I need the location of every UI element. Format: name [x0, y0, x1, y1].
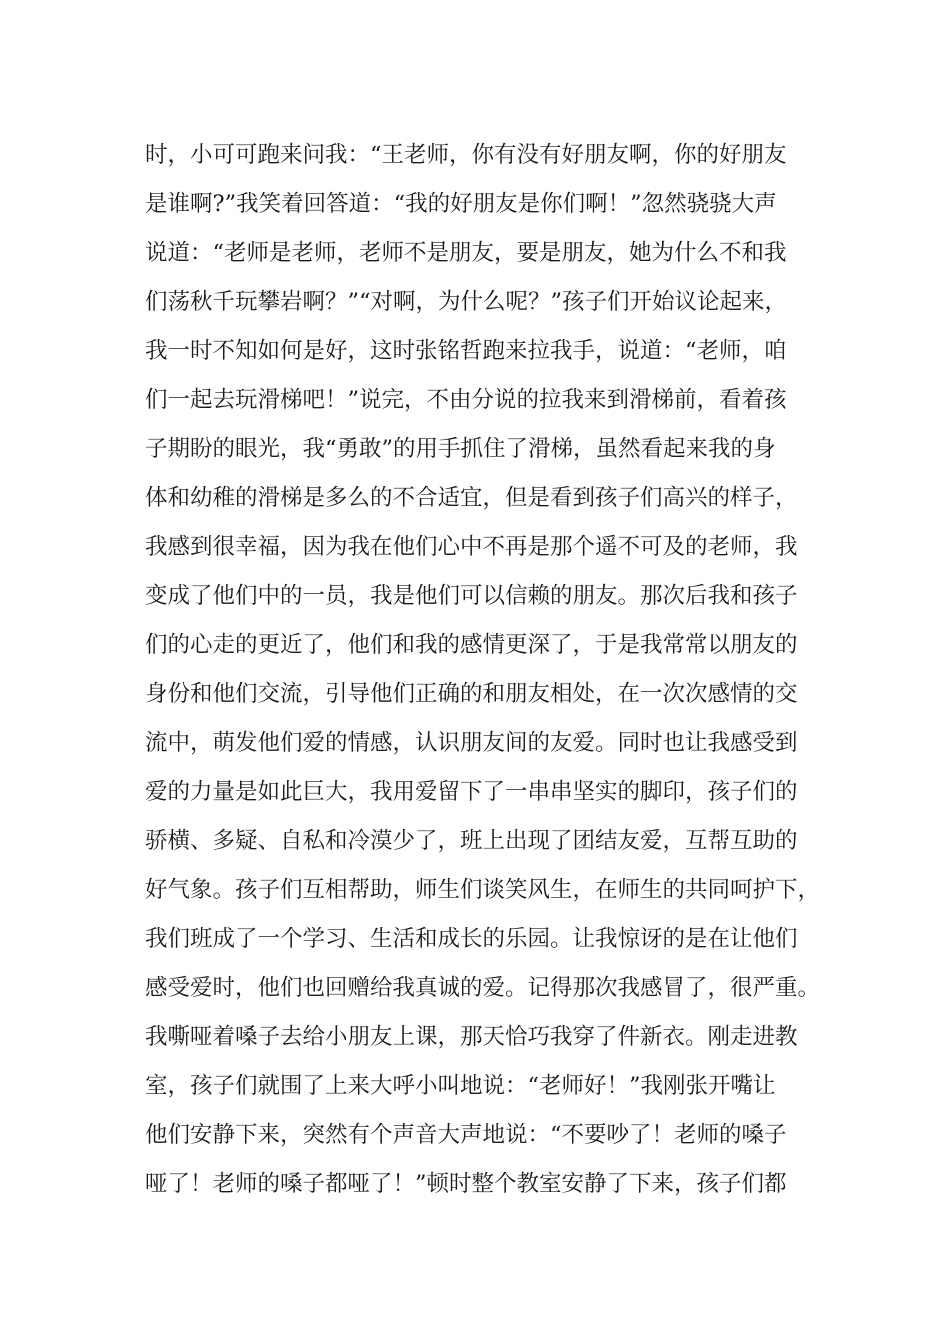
- text-line: 感受爱时，他们也回赠给我真诚的爱。记得那次我感冒了，很严重。: [145, 975, 821, 1001]
- text-line: 流中，萌发他们爱的情感，认识朋友间的友爱。同时也让我感受到: [145, 730, 798, 756]
- text-line: 我们班成了一个学习、生活和成长的乐园。让我惊讶的是在让他们: [145, 926, 798, 952]
- text-line: 时，小可可跑来问我：“王老师，你有没有好朋友啊，你的好朋友: [145, 142, 787, 168]
- text-line: 我嘶哑着嗓子去给小朋友上课，那天恰巧我穿了件新衣。刚走进教: [145, 1024, 798, 1050]
- text-line: 说道：“老师是老师，老师不是朋友，要是朋友，她为什么不和我: [145, 240, 787, 266]
- text-line: 室，孩子们就围了上来大呼小叫地说：“老师好！”我刚张开嘴让: [145, 1073, 776, 1099]
- text-line: 爱的力量是如此巨大，我用爱留下了一串串坚实的脚印，孩子们的: [145, 779, 798, 805]
- text-line: 哑了！老师的嗓子都哑了！”顿时整个教室安静了下来，孩子们都: [145, 1171, 787, 1197]
- text-line: 他们安静下来，突然有个声音大声地说：“不要吵了！老师的嗓子: [145, 1122, 787, 1148]
- text-line: 体和幼稚的滑梯是多么的不合适宜，但是看到孩子们高兴的样子，: [145, 485, 798, 511]
- text-line: 身份和他们交流，引导他们正确的和朋友相处，在一次次感情的交: [145, 681, 798, 707]
- text-line: 骄横、多疑、自私和冷漠少了，班上出现了团结友爱，互帮互助的: [145, 828, 798, 854]
- text-line: 是谁啊?”我笑着回答道：“我的好朋友是你们啊！”忽然骁骁大声: [145, 191, 777, 217]
- text-line: 们荡秋千玩攀岩啊？”“对啊，为什么呢？”孩子们开始议论起来，: [145, 289, 788, 315]
- text-line: 变成了他们中的一员，我是他们可以信赖的朋友。那次后我和孩子: [145, 583, 798, 609]
- body-text: [145, 131, 845, 1209]
- text-line: 我一时不知如何是好，这时张铭哲跑来拉我手，说道：“老师，咱: [145, 338, 787, 364]
- text-line: 们一起去玩滑梯吧！”说完，不由分说的拉我来到滑梯前，看着孩: [145, 387, 787, 413]
- text-line: 好气象。孩子们互相帮助，师生们谈笑风生，在师生的共同呵护下，: [145, 877, 821, 903]
- text-line: 我感到很幸福，因为我在他们心中不再是那个遥不可及的老师，我: [145, 534, 798, 560]
- text-line: 们的心走的更近了，他们和我的感情更深了，于是我常常以朋友的: [145, 632, 798, 658]
- text-line: 子期盼的眼光，我“勇敢”的用手抓住了滑梯，虽然看起来我的身: [145, 436, 776, 462]
